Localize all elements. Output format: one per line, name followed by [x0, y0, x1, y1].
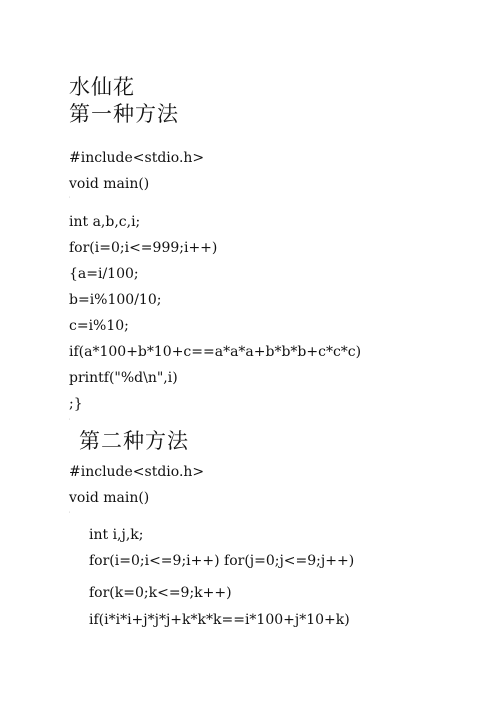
code-line: #include<stdio.h>	[69, 150, 205, 166]
code-line: printf("%d\n",i)	[69, 370, 178, 386]
document-title: 水仙花	[69, 75, 135, 99]
margin-mark: '	[69, 196, 71, 202]
code-line: #include<stdio.h>	[69, 464, 205, 480]
code-line: ;}	[69, 396, 83, 412]
method-1-heading: 第一种方法	[69, 102, 179, 126]
code-line: if(a*100+b*10+c==a*a*a+b*b*b+c*c*c)	[69, 344, 362, 360]
margin-mark: '	[69, 418, 71, 424]
code-line: b=i%100/10;	[69, 292, 162, 308]
code-line: {a=i/100;	[69, 266, 139, 282]
code-line: void main()	[69, 490, 150, 506]
method-2-heading: 第二种方法	[79, 429, 189, 453]
margin-mark: '	[69, 511, 71, 517]
code-line: int i,j,k;	[89, 527, 144, 543]
code-line: void main()	[69, 176, 150, 192]
code-line: for(k=0;k<=9;k++)	[89, 585, 232, 601]
code-line: for(i=0;i<=9;i++) for(j=0;j<=9;j++)	[89, 553, 355, 569]
code-line: int a,b,c,i;	[69, 214, 141, 230]
code-line: if(i*i*i+j*j*j+k*k*k==i*100+j*10+k)	[89, 612, 350, 628]
code-line: for(i=0;i<=999;i++)	[69, 240, 218, 256]
code-line: c=i%10;	[69, 318, 129, 334]
